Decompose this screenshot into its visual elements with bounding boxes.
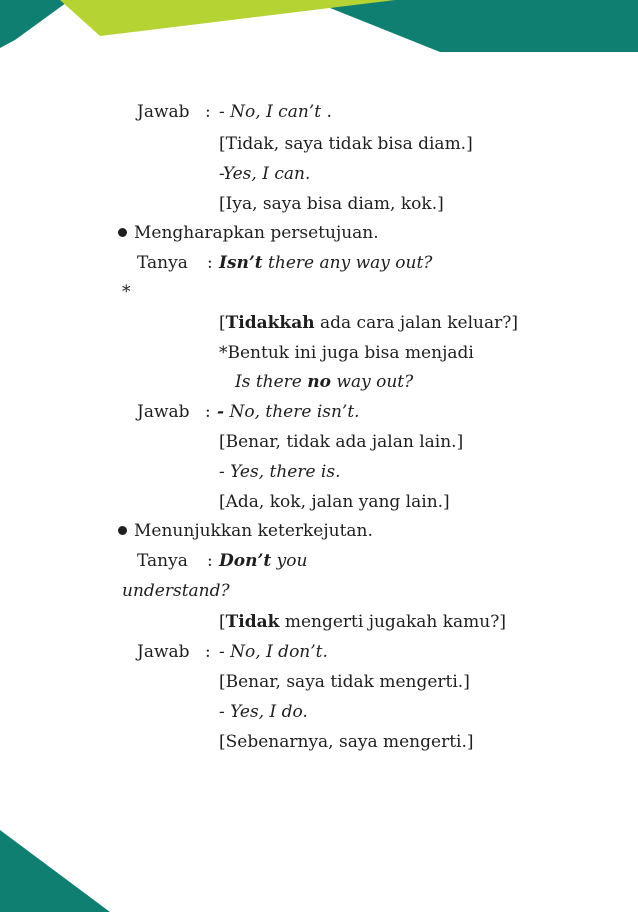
translation-line: [Sebenarnya, saya mengerti.] [219, 732, 474, 752]
label-jawab: Jawab [137, 102, 190, 122]
bullet-item [118, 521, 373, 541]
separator: : [205, 642, 211, 662]
answer-text [219, 102, 332, 122]
translation-line [219, 612, 506, 632]
label-tanya: Tanya [137, 253, 188, 273]
translation-line: [Tidak, saya tidak bisa diam.] [219, 134, 473, 154]
answer-period: . [326, 102, 332, 122]
label-jawab: Jawab [137, 402, 190, 422]
translation-rest: ada cara jalan keluar?] [314, 313, 518, 333]
translation-line: [Benar, tidak ada jalan lain.] [219, 432, 464, 452]
separator: : [207, 253, 213, 273]
answer-dash: - [217, 402, 225, 422]
answer-text [217, 402, 360, 422]
example-line [235, 372, 413, 392]
question-continuation: understand? [122, 581, 230, 601]
example-bold: no [307, 372, 331, 392]
translation-bold: Tidak [225, 612, 280, 632]
bullet-item [118, 223, 379, 243]
translation-line: [Benar, saya tidak mengerti.] [219, 672, 470, 692]
separator: : [207, 551, 213, 571]
translation-rest: mengerti jugakah kamu?] [279, 612, 506, 632]
bullet-text: Menunjukkan keterkejutan. [134, 521, 373, 541]
label-tanya: Tanya [137, 551, 188, 571]
asterisk-mark: * [122, 282, 131, 302]
question-rest: you [271, 551, 308, 571]
label-jawab: Jawab [137, 642, 190, 662]
bullet-icon [118, 526, 127, 535]
question-line [137, 253, 433, 273]
translation-bold: Tidakkah [225, 313, 315, 333]
answer-english-line: - Yes, I do. [219, 702, 308, 722]
note-line: *Bentuk ini juga bisa menjadi [219, 343, 474, 363]
example-part: Is there [235, 372, 308, 392]
answer-english: - No, I can’t [219, 102, 322, 122]
separator: : [205, 402, 211, 422]
bracket-open: [ [219, 612, 226, 632]
question-rest: there any way out? [262, 253, 433, 273]
question-text [219, 551, 307, 571]
question-line [137, 551, 308, 571]
bullet-icon [118, 228, 127, 237]
answer-line-1 [137, 102, 332, 122]
question-text [219, 253, 432, 273]
answer-english: - No, I don’t. [219, 642, 328, 662]
answer-english-line: -Yes, I can. [219, 164, 311, 184]
translation-line: [Iya, saya bisa diam, kok.] [219, 194, 444, 214]
translation-line [219, 313, 518, 333]
separator: : [205, 102, 211, 122]
answer-english: No, there isn’t. [224, 402, 360, 422]
question-bold: Isn’t [219, 253, 263, 273]
answer-line-3 [137, 642, 328, 662]
answer-english-line: - Yes, there is. [219, 462, 341, 482]
bracket-open: [ [219, 313, 226, 333]
answer-line-2 [137, 402, 360, 422]
question-bold: Don’t [219, 551, 272, 571]
example-part: way out? [330, 372, 414, 392]
translation-line: [Ada, kok, jalan yang lain.] [219, 492, 450, 512]
bullet-text: Mengharapkan persetujuan. [134, 223, 379, 243]
